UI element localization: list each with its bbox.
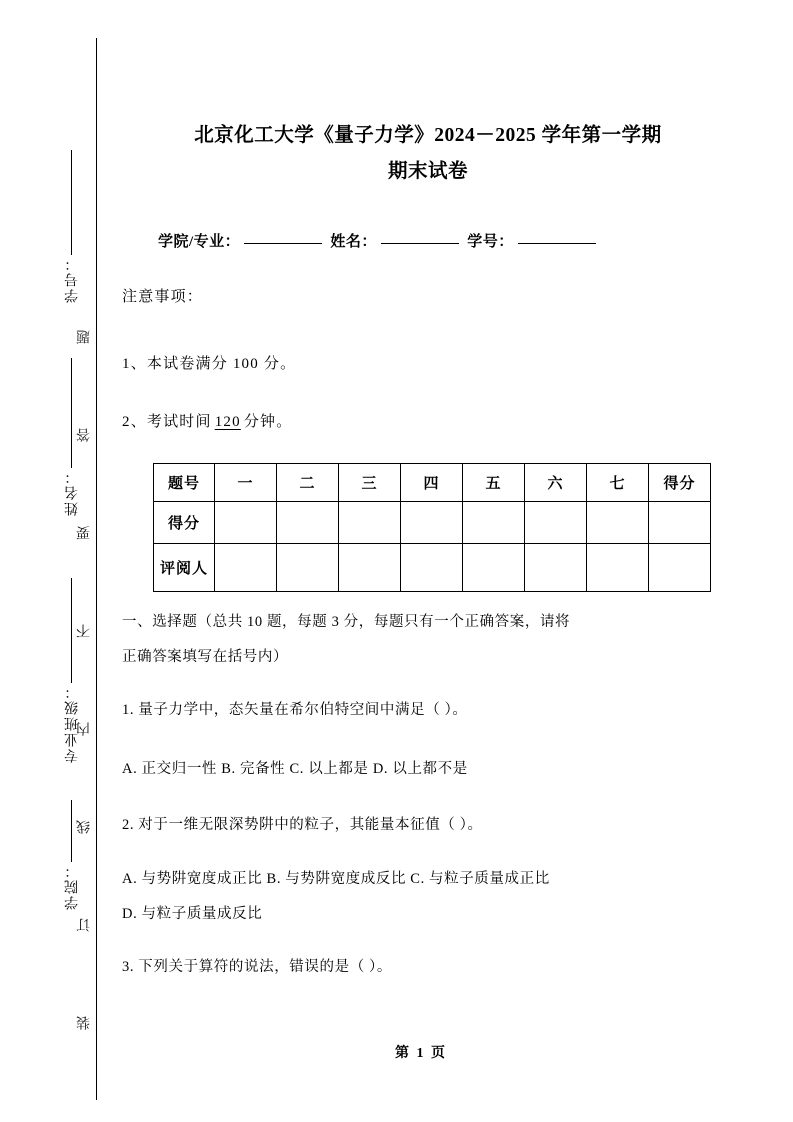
marker-cell[interactable] — [277, 544, 339, 592]
score-table-col-4: 四 — [401, 464, 463, 502]
marker-cell[interactable] — [339, 544, 401, 592]
score-cell[interactable] — [277, 502, 339, 544]
binding-label-name: 姓名： — [65, 468, 80, 516]
score-table-col-6: 六 — [525, 464, 587, 502]
binding-label-class: 专业班级： — [65, 683, 80, 763]
binding-notice-char: 要 — [77, 526, 92, 540]
section-one-heading-line-1: 一、选择题（总共 10 题，每题 3 分，每题只有一个正确答案，请将 — [122, 614, 571, 630]
identity-fields-row — [158, 230, 600, 251]
question-2-options — [122, 862, 722, 932]
binding-notice-char: 题 — [77, 330, 92, 344]
score-cell[interactable] — [463, 502, 525, 544]
name-blank[interactable] — [381, 242, 459, 244]
score-table-col-2: 二 — [277, 464, 339, 502]
score-cell[interactable] — [339, 502, 401, 544]
marker-cell[interactable] — [587, 544, 649, 592]
marker-cell[interactable] — [525, 544, 587, 592]
binding-notice-char: 订 — [77, 918, 92, 932]
marker-cell[interactable] — [215, 544, 277, 592]
note-item-1: 1、本试卷满分 100 分。 — [122, 356, 297, 372]
binding-divider-line — [71, 150, 72, 255]
binding-vertical-rule — [96, 38, 97, 1100]
question-2-options-line-2: D. 与粒子质量成反比 — [122, 906, 263, 922]
marker-cell[interactable] — [401, 544, 463, 592]
score-table-col-total: 得分 — [649, 464, 711, 502]
marker-cell-total[interactable] — [649, 544, 711, 592]
marker-row-label: 评阅人 — [154, 544, 215, 592]
table-row — [154, 464, 711, 502]
score-table — [153, 463, 711, 592]
notes-heading: 注意事项： — [122, 289, 204, 305]
page-footer: 第 1 页 — [395, 1046, 447, 1061]
question-1-options: A. 正交归一性 B. 完备性 C. 以上都是 D. 以上都不是 — [122, 761, 468, 777]
college-major-blank[interactable] — [244, 242, 322, 244]
binding-margin — [0, 0, 120, 1122]
note-2-prefix: 2、考试时间 — [122, 414, 212, 430]
table-row — [154, 502, 711, 544]
marker-cell[interactable] — [463, 544, 525, 592]
student-id-label: 学号： — [467, 234, 514, 250]
binding-notice-char: 不 — [77, 624, 92, 638]
question-1-stem: 1. 量子力学中，态矢量在希尔伯特空间中满足（ ）。 — [122, 702, 468, 718]
binding-label-college: 学院： — [65, 862, 80, 910]
binding-label-student-id: 学号： — [65, 255, 80, 303]
name-label: 姓名： — [330, 234, 377, 250]
score-table-col-5: 五 — [463, 464, 525, 502]
note-item-2 — [122, 410, 292, 431]
score-cell[interactable] — [525, 502, 587, 544]
score-cell[interactable] — [401, 502, 463, 544]
note-2-suffix: 分钟。 — [243, 414, 293, 430]
exam-title-line-1: 北京化工大学《量子力学》2024－2025 学年第一学期 — [194, 125, 662, 146]
binding-notice-char: 线 — [77, 820, 92, 834]
binding-notice-char: 内 — [77, 722, 92, 736]
binding-notice-char: 答 — [77, 428, 92, 442]
question-3-stem: 3. 下列关于算符的说法，错误的是（ ）。 — [122, 959, 392, 975]
page-title — [128, 118, 728, 190]
score-cell-total[interactable] — [649, 502, 711, 544]
section-one-heading-line-2: 正确答案填写在括号内） — [122, 649, 289, 665]
score-cell[interactable] — [215, 502, 277, 544]
binding-notice-column — [72, 330, 98, 1030]
score-table-header-label: 题号 — [154, 464, 215, 502]
binding-notice-char: 装 — [77, 1016, 92, 1030]
score-table-col-3: 三 — [339, 464, 401, 502]
score-table-col-7: 七 — [587, 464, 649, 502]
exam-duration-value: 120 — [214, 414, 241, 430]
question-2-options-line-1: A. 与势阱宽度成正比 B. 与势阱宽度成反比 C. 与粒子质量成正比 — [122, 871, 550, 887]
college-major-label: 学院/专业： — [158, 234, 241, 250]
question-2-stem: 2. 对于一维无限深势阱中的粒子，其能量本征值（ ）。 — [122, 817, 483, 833]
table-row — [154, 544, 711, 592]
score-row-label: 得分 — [154, 502, 215, 544]
section-one-heading — [122, 605, 714, 675]
exam-title-line-2: 期末试卷 — [387, 161, 468, 182]
score-cell[interactable] — [587, 502, 649, 544]
student-id-blank[interactable] — [518, 242, 596, 244]
binding-slot-student-id — [30, 150, 88, 350]
exam-page-body — [120, 0, 793, 1122]
score-table-col-1: 一 — [215, 464, 277, 502]
